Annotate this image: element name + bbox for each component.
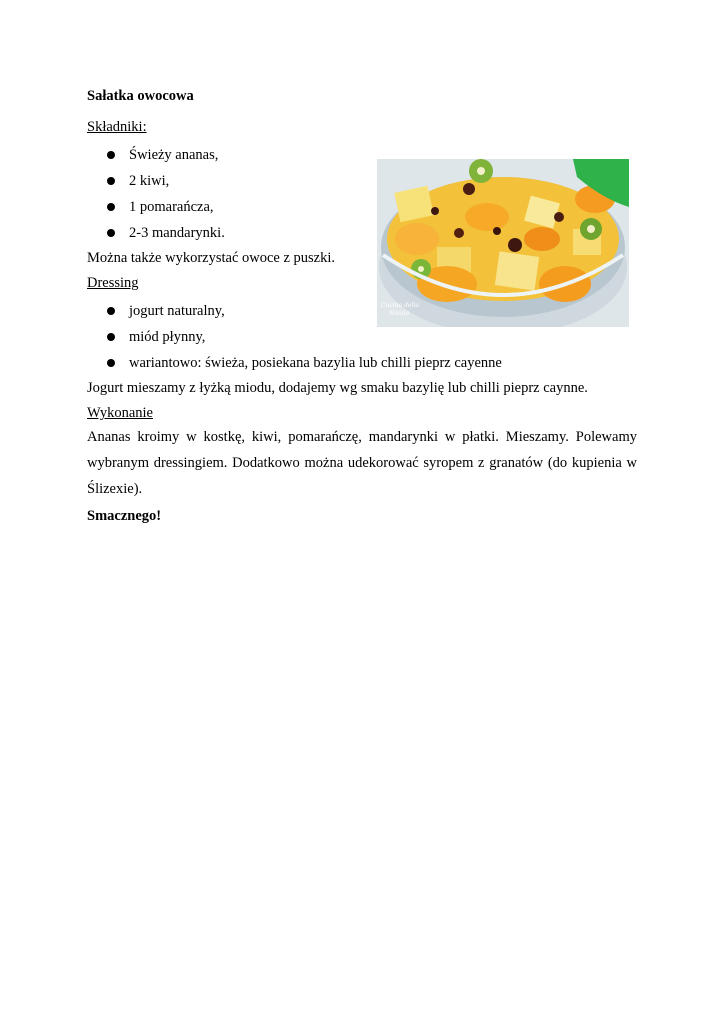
bullet-icon — [107, 307, 115, 315]
dressing-item: miód płynny, — [129, 329, 206, 345]
method-heading: Wykonanie — [87, 405, 153, 421]
ingredient-item: 1 pomarańcza, — [129, 199, 214, 215]
closing-text: Smacznego! — [87, 508, 162, 524]
ingredients-heading: Składniki: — [87, 119, 147, 135]
dressing-item: wariantowo: świeża, posiekana bazylia lub chilli pieprz cayenne — [129, 355, 502, 371]
dressing-note: Jogurt mieszamy z łyżką miodu, dodajemy wg smaku bazylię lub chilli pieprz caynne. — [87, 380, 588, 396]
watermark-text: Cucina della — [381, 302, 419, 309]
method-paragraph: Ananas kroimy w kostkę, kiwi, pomarańczę, mandarynki w płatki. Mieszamy. Polewamy wybranym dressingiem. Dodatkowo można udekorować syropem z granatów (do kupienia w Ślizexie). — [87, 429, 637, 497]
dressing-item: jogurt naturalny, — [129, 303, 225, 319]
bullet-icon — [107, 229, 115, 237]
fruit-salad-photo — [377, 159, 629, 327]
bullet-icon — [107, 177, 115, 185]
bullet-icon — [107, 359, 115, 367]
watermark-text: Nonna — [389, 310, 410, 317]
ingredient-item: 2-3 mandarynki. — [129, 225, 225, 241]
bullet-icon — [107, 151, 115, 159]
ingredient-item: 2 kiwi, — [129, 173, 170, 189]
canned-note: Można także wykorzystać owoce z puszki. — [87, 250, 336, 266]
bullet-icon — [107, 333, 115, 341]
recipe-title: Sałatka owocowa — [87, 88, 194, 104]
ingredient-item: Świeży ananas, — [129, 147, 219, 163]
bullet-icon — [107, 203, 115, 211]
dressing-heading: Dressing — [87, 275, 139, 291]
